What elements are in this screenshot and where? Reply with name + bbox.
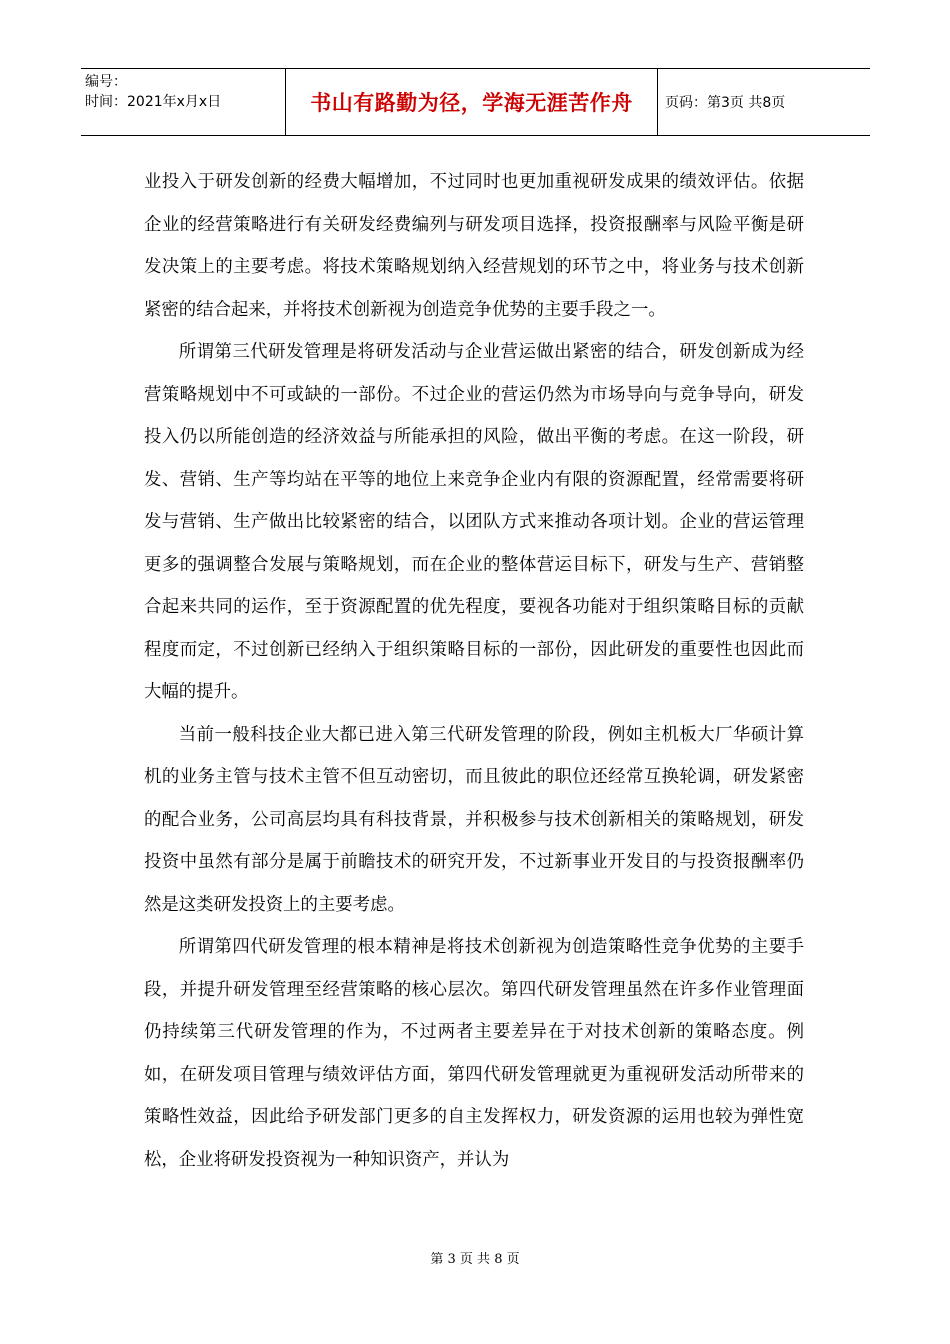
header-motto-cell — [285, 69, 658, 135]
paragraph-fourth-gen: 所谓第四代研发管理的根本精神是将技术创新视为创造策略性竞争优势的主要手段，并提升研发管理至经营策略的核心层次。第四代研发管理虽然在许多作业管理面仍持续第三代研发管理的作为，不过两者主要差异在于对技术创新的策略态度。例如，在研发项目管理与绩效评估方面，第四代研发管理就更为重视研发活动所带来的策略性效益，因此给予研发部门更多的自主发挥权力，研发资源的运用也较为弹性宽松，企业将研发投资视为一种知识资产，并认为 — [144, 937, 804, 1170]
header-page-number: 页码：第3页 共8页 — [665, 95, 786, 111]
paragraph-continuation: 业投入于研发创新的经费大幅增加，不过同时也更加重视研发成果的绩效评估。依据企业的经营策略进行有关研发经费编列与研发项目选择，投资报酬率与风险平衡是研发决策上的主要考虑。将技术策略规划纳入经营规划的环节之中，将业务与技术创新紧密的结合起来，并将技术创新视为创造竞争优势的主要手段之一。 — [144, 172, 804, 320]
header-motto: 书山有路勤为径，学海无涯苦作舟 — [310, 91, 633, 115]
page-footer — [0, 1248, 950, 1267]
footer-page-number: 第 3 页 共 8 页 — [430, 1252, 520, 1267]
paragraph-third-gen: 所谓第三代研发管理是将研发活动与企业营运做出紧密的结合，研发创新成为经营策略规划中不可或缺的一部份。不过企业的营运仍然为市场导向与竞争导向，研发投入仍以所能创造的经济效益与所能承担的风险，做出平衡的考虑。在这一阶段，研发、营销、生产等均站在平等的地位上来竞争企业内有限的资源配置，经常需要将研发与营销、生产做出比较紧密的结合，以团队方式来推动各项计划。企业的营运管理更多的强调整合发展与策略规划，而在企业的整体营运目标下，研发与生产、营销整合起来共同的运作，至于资源配置的优先程度，要视各功能对于组织策略目标的贡献程度而定，不过创新已经纳入于组织策略目标的一部份，因此研发的重要性也因此而大幅的提升。 — [144, 342, 804, 702]
document-number: 编号： — [85, 74, 127, 90]
document-body — [144, 161, 804, 1181]
page-header — [81, 68, 870, 136]
header-meta — [81, 69, 285, 135]
header-page-cell — [658, 69, 870, 135]
document-time: 时间：2021年x月x日 — [85, 94, 222, 110]
paragraph-example: 当前一般科技企业大都已进入第三代研发管理的阶段，例如主机板大厂华硕计算机的业务主管与技术主管不但互动密切，而且彼此的职位还经常互换轮调，研发紧密的配合业务，公司高层均具有科技背景，并积极参与技术创新相关的策略规划，研发投资中虽然有部分是属于前瞻技术的研究开发，不过新事业开发目的与投资报酬率仍然是这类研发投资上的主要考虑。 — [144, 724, 804, 915]
